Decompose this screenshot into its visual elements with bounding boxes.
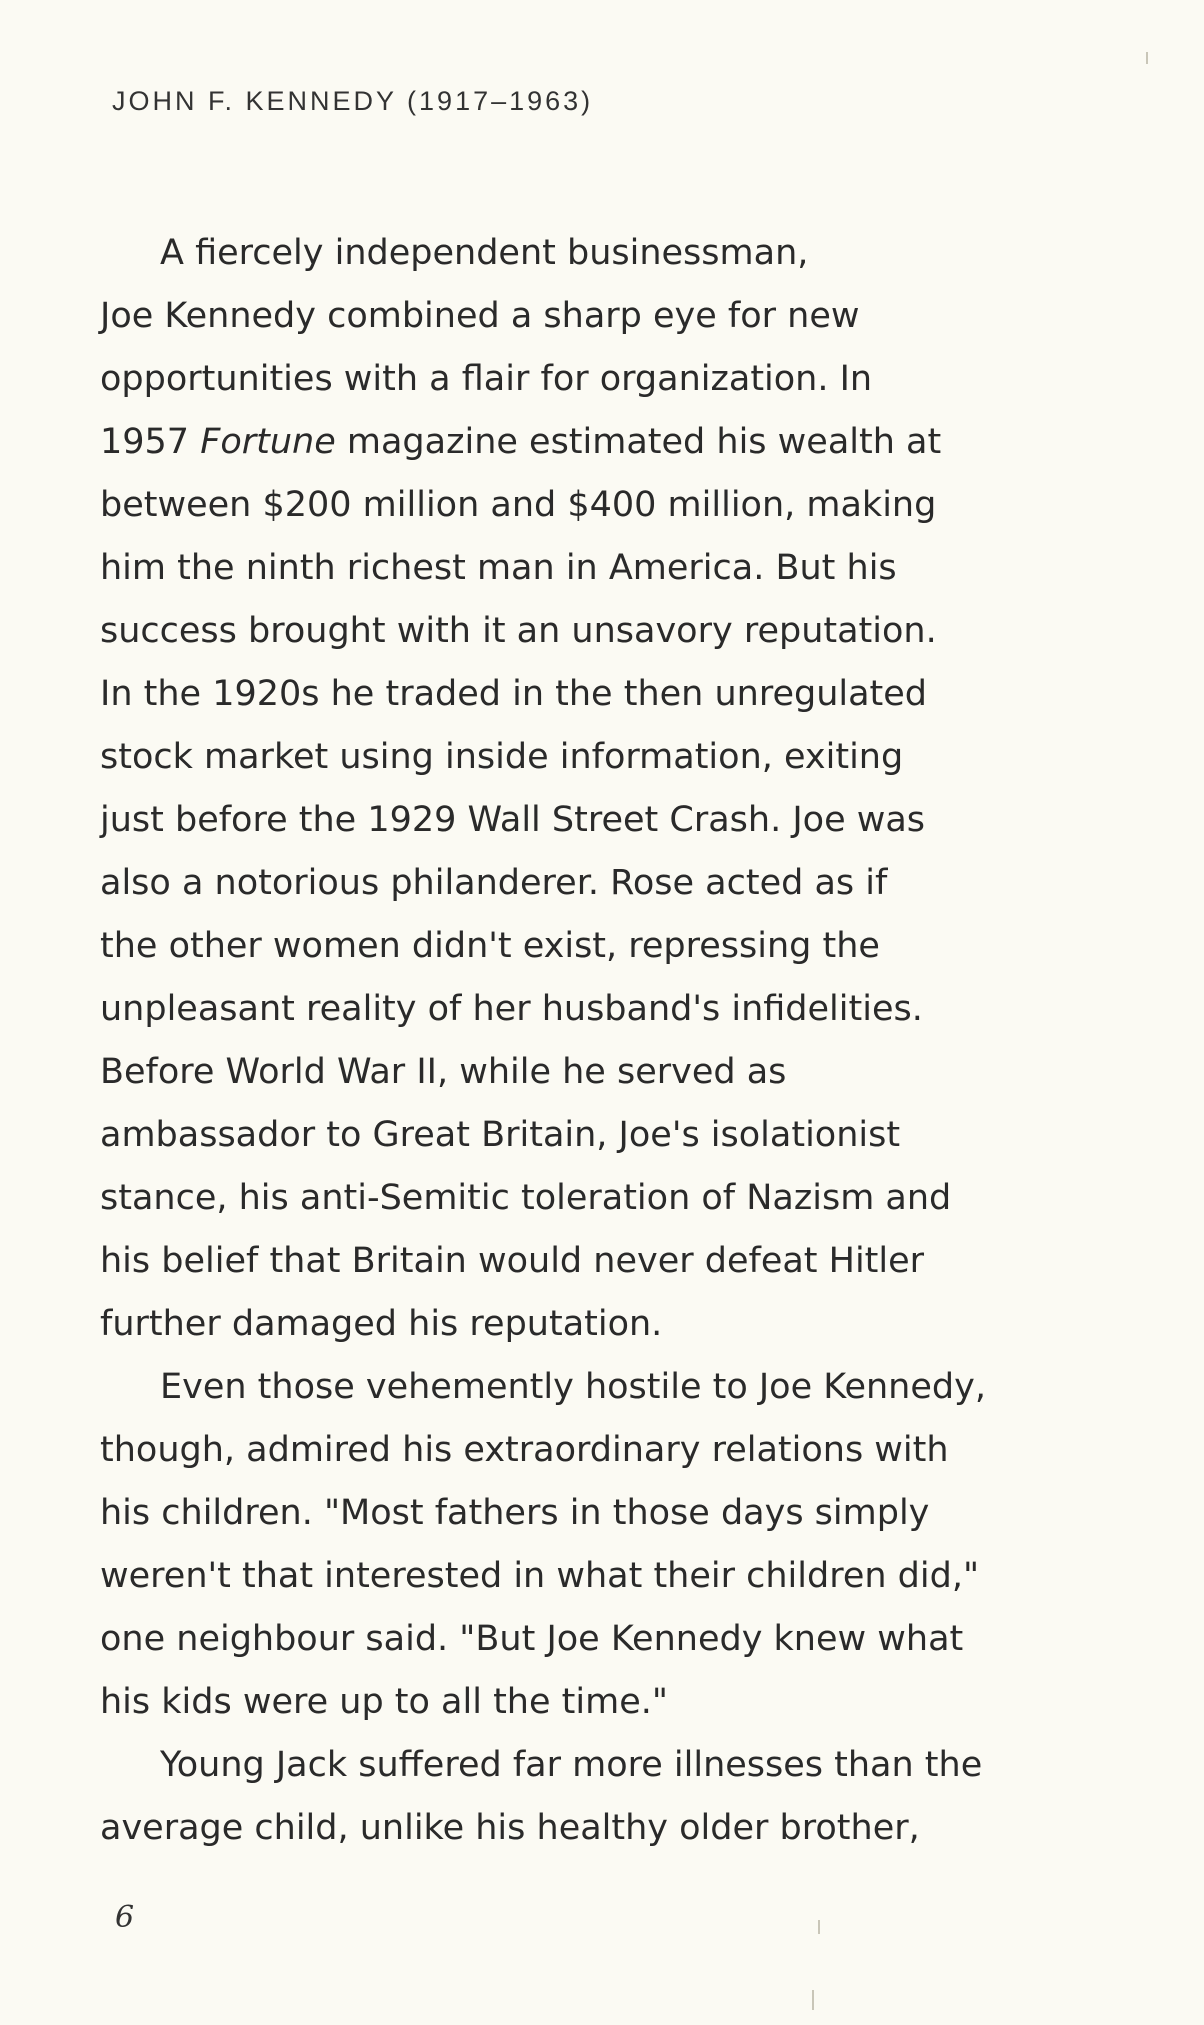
text-line: 1957 Fortune magazine estimated his wealth at (100, 422, 942, 462)
text-line: stock market using inside information, exiting (100, 737, 904, 777)
scan-speck (812, 1990, 814, 2010)
text-line: the other women didn't exist, repressing the (100, 926, 880, 966)
text-line: between $200 million and $400 million, making (100, 485, 937, 525)
text-line: unpleasant reality of her husband's infidelities. (100, 989, 923, 1029)
text-line: ambassador to Great Britain, Joe's isolationist (100, 1115, 901, 1155)
text-line: stance, his anti-Semitic toleration of Nazism and (100, 1178, 952, 1218)
text-line: A fiercely independent businessman, (160, 233, 809, 273)
italic-title: Fortune (200, 422, 336, 462)
scan-speck (1146, 52, 1148, 64)
text-line: Young Jack suffered far more illnesses than the (160, 1745, 983, 1785)
text-line: further damaged his reputation. (100, 1304, 663, 1344)
text-line: weren't that interested in what their children did," (100, 1556, 980, 1596)
scan-speck (818, 1920, 820, 1934)
page-number: 6 (115, 1900, 135, 1935)
text-line: In the 1920s he traded in the then unregulated (100, 674, 928, 714)
text-line: his belief that Britain would never defeat Hitler (100, 1241, 925, 1281)
text-line: though, admired his extraordinary relations with (100, 1430, 949, 1470)
text-line: also a notorious philanderer. Rose acted as if (100, 863, 888, 903)
text-line: Joe Kennedy combined a sharp eye for new (100, 296, 860, 336)
text-line: just before the 1929 Wall Street Crash. Joe was (100, 800, 926, 840)
text-line: success brought with it an unsavory reputation. (100, 611, 937, 651)
text-line: him the ninth richest man in America. But his (100, 548, 897, 588)
body-text (100, 222, 1080, 1860)
running-head: JOHN F. KENNEDY (1917–1963) (112, 86, 594, 116)
text-line: Even those vehemently hostile to Joe Kennedy, (160, 1367, 986, 1407)
text-line: his children. "Most fathers in those days simply (100, 1493, 930, 1533)
text-line: Before World War II, while he served as (100, 1052, 787, 1092)
text-line: opportunities with a flair for organization. In (100, 359, 873, 399)
text-line: his kids were up to all the time." (100, 1682, 668, 1722)
text-line: average child, unlike his healthy older brother, (100, 1808, 920, 1848)
text-line: one neighbour said. "But Joe Kennedy knew what (100, 1619, 964, 1659)
